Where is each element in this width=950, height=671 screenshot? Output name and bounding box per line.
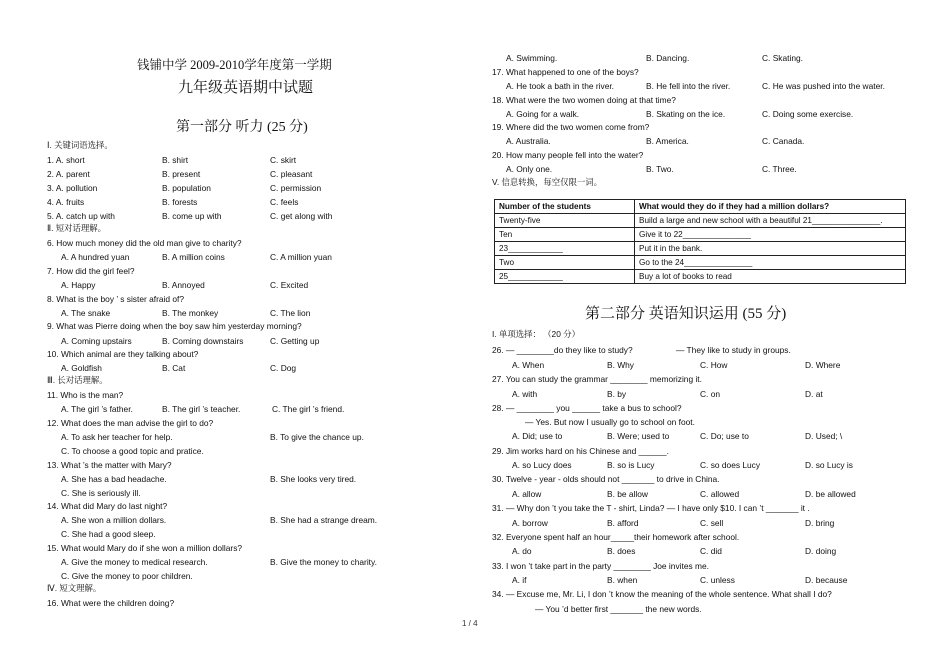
option-text: B. by bbox=[607, 389, 627, 399]
option-text: D. Used; \ bbox=[805, 431, 843, 441]
option-text: B. She looks very tired. bbox=[270, 474, 357, 484]
option-text: B. He fell into the river. bbox=[646, 81, 731, 91]
option-text: C. allowed bbox=[700, 489, 740, 499]
option-text: B. be allow bbox=[607, 489, 648, 499]
option-text: C. pleasant bbox=[270, 169, 313, 179]
table-header-row bbox=[495, 200, 906, 214]
line-text: A. borrow bbox=[512, 518, 548, 528]
line-text: 18. What were the two women doing at that time? bbox=[492, 95, 676, 105]
option-text: C. get along with bbox=[270, 211, 333, 221]
line-text: A. He took a bath in the river. bbox=[506, 81, 615, 91]
line-text: 7. How did the girl feel? bbox=[47, 266, 135, 276]
option-text: C. sell bbox=[700, 518, 724, 528]
line-text: A. Only one. bbox=[506, 164, 553, 174]
line-text: A. When bbox=[512, 360, 545, 370]
line-text: 2. A. parent bbox=[47, 169, 90, 179]
line-text: I. 单项选择： （20 分） bbox=[492, 329, 580, 339]
table-cell: Go to the 24_______________ bbox=[635, 256, 906, 270]
line-text: A. so Lucy does bbox=[512, 460, 572, 470]
option-text: B. America. bbox=[646, 136, 689, 146]
option-text: B. Dancing. bbox=[646, 53, 690, 63]
option-text: C. How bbox=[700, 360, 728, 370]
line-text: A. A hundred yuan bbox=[61, 252, 130, 262]
option-text: C. A million yuan bbox=[270, 252, 332, 262]
option-text: C. The girl ’s friend. bbox=[272, 404, 345, 414]
option-text: C. Dog bbox=[270, 363, 297, 373]
line-text: A. The girl ’s father. bbox=[61, 404, 133, 414]
option-text: B. so is Lucy bbox=[607, 460, 655, 470]
line-text: 8. What is the boy ’ s sister afraid of? bbox=[47, 294, 185, 304]
option-text: C. Skating. bbox=[762, 53, 803, 63]
line-text: 34. — Excuse me, Mr. Li, I don ’t know the meaning of the whole sentence. What shall I do? bbox=[492, 589, 832, 599]
option-text: D. bring bbox=[805, 518, 835, 528]
option-text: B. present bbox=[162, 169, 201, 179]
line-text: 27. You can study the grammar ________ memorizing it. bbox=[492, 374, 702, 384]
option-text: C. Do; use to bbox=[700, 431, 749, 441]
school-header: 钱铺中学 2009-2010学年度第一学期 bbox=[137, 58, 332, 72]
line-text: C. She had a good sleep. bbox=[61, 529, 156, 539]
line-text: A. Coming upstairs bbox=[61, 336, 132, 346]
option-text: C. Getting up bbox=[270, 336, 320, 346]
table-cell: Put it in the bank. bbox=[635, 242, 906, 256]
table-row bbox=[495, 228, 906, 242]
table-cell: Twenty-five bbox=[495, 214, 635, 228]
line-text: 28. — ________ you ______ take a bus to school? bbox=[492, 403, 682, 413]
line-text: A. She won a million dollars. bbox=[61, 515, 167, 525]
option-text: D. Where bbox=[805, 360, 841, 370]
line-text: 6. How much money did the old man give to charity? bbox=[47, 238, 242, 248]
option-text: B. Skating on the ice. bbox=[646, 109, 726, 119]
line-text: V. 信息转换，每空仅限一词。 bbox=[492, 177, 602, 187]
option-text: D. be allowed bbox=[805, 489, 856, 499]
line-text: C. Give the money to poor children. bbox=[61, 571, 193, 581]
exam-title: 九年级英语期中试题 bbox=[178, 80, 314, 96]
line-text: 12. What does the man advise the girl to do? bbox=[47, 418, 214, 428]
table-cell: Ten bbox=[495, 228, 635, 242]
line-text: A. do bbox=[512, 546, 532, 556]
option-text: C. skirt bbox=[270, 155, 297, 165]
option-text: B. Coming downstairs bbox=[162, 336, 244, 346]
line-text: Ⅱ. 短对话理解。 bbox=[47, 223, 107, 233]
line-text: C. To choose a good topic and pratice. bbox=[61, 446, 204, 456]
line-text: A. She has a bad headache. bbox=[61, 474, 167, 484]
line-text: 1. A. short bbox=[47, 155, 85, 165]
line-text: A. with bbox=[512, 389, 538, 399]
line-text: C. She is seriously ill. bbox=[61, 488, 141, 498]
option-text: C. feels bbox=[270, 197, 299, 207]
line-text: 17. What happened to one of the boys? bbox=[492, 67, 639, 77]
option-text: C. unless bbox=[700, 575, 735, 585]
option-text: D. because bbox=[805, 575, 848, 585]
option-text: B. To give the chance up. bbox=[270, 432, 364, 442]
line-text: Ⅳ. 短文理解。 bbox=[47, 583, 102, 593]
option-text: B. forests bbox=[162, 197, 198, 207]
option-text: B. Cat bbox=[162, 363, 186, 373]
line-text: 16. What were the children doing? bbox=[47, 598, 175, 608]
table-row bbox=[495, 256, 906, 270]
line-text: 26. — ________do they like to study? bbox=[492, 345, 633, 355]
line-text: 33. I won ’t take part in the party ________ Joe invites me. bbox=[492, 561, 709, 571]
line-text: 31. — Why don ’t you take the T - shirt, Linda? — I have only $10. I can ’t _______ it . bbox=[492, 503, 810, 513]
option-text: C. The lion bbox=[270, 308, 311, 318]
line-text: — Yes. But now I usually go to school on foot. bbox=[525, 417, 695, 427]
part2-heading: 第二部分 英语知识运用 (55 分) bbox=[585, 306, 787, 322]
line-text: A. Give the money to medical research. bbox=[61, 557, 208, 567]
line-text: 30. Twelve - year - olds should not _______ to drive in China. bbox=[492, 474, 720, 484]
table-row bbox=[495, 242, 906, 256]
option-text: B. come up with bbox=[162, 211, 222, 221]
table-header-cell: Number of the students bbox=[495, 200, 635, 214]
line-text: A. if bbox=[512, 575, 527, 585]
line-text: A. Australia. bbox=[506, 136, 551, 146]
line-text: Ⅰ. 关键词语选择。 bbox=[47, 140, 113, 150]
line-text: A. Going for a walk. bbox=[506, 109, 580, 119]
part1-heading: 第一部分 听力 (25 分) bbox=[176, 120, 308, 135]
option-text: B. Were; used to bbox=[607, 431, 670, 441]
option-text: C. Doing some exercise. bbox=[762, 109, 854, 119]
option-text: B. Annoyed bbox=[162, 280, 205, 290]
table-cell: 23____________ bbox=[495, 242, 635, 256]
line-text: A. Goldfish bbox=[61, 363, 102, 373]
page-number: 1 / 4 bbox=[462, 619, 478, 628]
option-text: B. shirt bbox=[162, 155, 189, 165]
option-text: B. does bbox=[607, 546, 636, 556]
table-row bbox=[495, 270, 906, 284]
line-text: 32. Everyone spent half an hour_____their homework after school. bbox=[492, 532, 740, 542]
option-text: B. A million coins bbox=[162, 252, 225, 262]
line-text: 20. How many people fell into the water? bbox=[492, 150, 644, 160]
line-text: A. To ask her teacher for help. bbox=[61, 432, 173, 442]
line-text: — You ’d better first _______ the new words. bbox=[535, 604, 702, 614]
option-text: C. Excited bbox=[270, 280, 309, 290]
line-text: A. Swimming. bbox=[506, 53, 558, 63]
line-text: 15. What would Mary do if she won a million dollars? bbox=[47, 543, 243, 553]
line-text: 10. Which animal are they talking about? bbox=[47, 349, 199, 359]
option-text: C. permission bbox=[270, 183, 322, 193]
line-text: 5. A. catch up with bbox=[47, 211, 115, 221]
option-text: B. afford bbox=[607, 518, 639, 528]
line-text: 9. What was Pierre doing when the boy saw him yesterday morning? bbox=[47, 321, 302, 331]
option-text: B. The monkey bbox=[162, 308, 219, 318]
line-text: 29. Jim works hard on his Chinese and ______. bbox=[492, 446, 669, 456]
table-header-cell: What would they do if they had a million dollars? bbox=[635, 200, 906, 214]
option-text: B. The girl ’s teacher. bbox=[162, 404, 241, 414]
table-cell: Give it to 22_______________ bbox=[635, 228, 906, 242]
table-cell: 25____________ bbox=[495, 270, 635, 284]
line-text: A. allow bbox=[512, 489, 542, 499]
table-cell: Two bbox=[495, 256, 635, 270]
line-text: 4. A. fruits bbox=[47, 197, 85, 207]
table-row bbox=[495, 214, 906, 228]
line-text: 19. Where did the two women come from? bbox=[492, 122, 650, 132]
option-text: C. Three. bbox=[762, 164, 797, 174]
option-text: B. Why bbox=[607, 360, 634, 370]
info-table bbox=[494, 199, 906, 284]
line-text: 3. A. pollution bbox=[47, 183, 98, 193]
option-text: C. so does Lucy bbox=[700, 460, 761, 470]
option-text: — They like to study in groups. bbox=[676, 345, 791, 355]
option-text: B. She had a strange dream. bbox=[270, 515, 378, 525]
option-text: D. at bbox=[805, 389, 823, 399]
table-cell: Buy a lot of books to read bbox=[635, 270, 906, 284]
table-cell: Build a large and new school with a beautiful 21_______________. bbox=[635, 214, 906, 228]
option-text: D. doing bbox=[805, 546, 837, 556]
option-text: B. Two. bbox=[646, 164, 674, 174]
line-text: 13. What ’s the matter with Mary? bbox=[47, 460, 172, 470]
line-text: 14. What did Mary do last night? bbox=[47, 501, 168, 511]
option-text: C. on bbox=[700, 389, 721, 399]
option-text: B. population bbox=[162, 183, 211, 193]
line-text: 11. Who is the man? bbox=[47, 390, 124, 400]
option-text: B. Give the money to charity. bbox=[270, 557, 377, 567]
line-text: A. The snake bbox=[61, 308, 111, 318]
line-text: A. Did; use to bbox=[512, 431, 563, 441]
option-text: D. so Lucy is bbox=[805, 460, 853, 470]
line-text: A. Happy bbox=[61, 280, 96, 290]
line-text: Ⅲ. 长对话理解。 bbox=[47, 375, 108, 385]
option-text: B. when bbox=[607, 575, 638, 585]
option-text: C. Canada. bbox=[762, 136, 805, 146]
option-text: C. did bbox=[700, 546, 722, 556]
option-text: C. He was pushed into the water. bbox=[762, 81, 885, 91]
